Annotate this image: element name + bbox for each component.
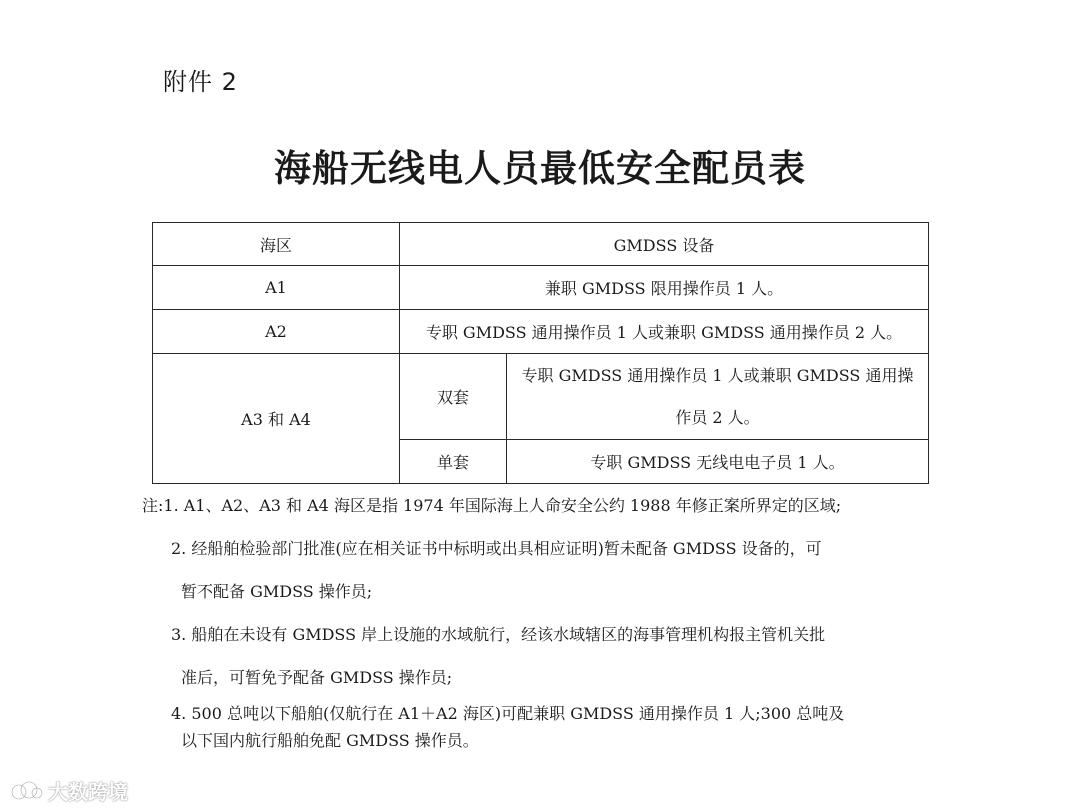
area-a2: A2: [153, 310, 400, 354]
single-set-label: 单套: [400, 440, 507, 484]
note-1: 注:1. A1、A2、A3 和 A4 海区是指 1974 年国际海上人命安全公约 1988 年修正案所界定的区域;: [142, 496, 842, 515]
page-title: 海船无线电人员最低安全配员表: [274, 147, 806, 190]
table-row: [153, 310, 929, 354]
cloud-logo-icon: [10, 780, 44, 802]
staffing-table: [152, 222, 929, 484]
table-header-row: [153, 223, 929, 266]
area-a1: A1: [153, 266, 400, 310]
single-set-value: 专职 GMDSS 无线电电子员 1 人。: [507, 440, 929, 484]
header-equipment: GMDSS 设备: [400, 223, 929, 266]
note-2-line-2: 暂不配备 GMDSS 操作员;: [181, 582, 373, 601]
value-a2: 专职 GMDSS 通用操作员 1 人或兼职 GMDSS 通用操作员 2 人。: [400, 310, 929, 354]
header-sea-area: 海区: [153, 223, 400, 266]
note-3-line-2: 准后，可暂免予配备 GMDSS 操作员;: [181, 668, 453, 687]
attachment-label: 附件 2: [163, 68, 238, 96]
watermark-text: 大数跨境: [48, 780, 128, 804]
area-a3-a4: A3 和 A4: [153, 354, 400, 484]
dual-set-value: 专职 GMDSS 通用操作员 1 人或兼职 GMDSS 通用操作员 2 人。: [507, 354, 929, 440]
note-3-line-1: 3. 船舶在未设有 GMDSS 岸上设施的水域航行，经该水域辖区的海事管理机构报主管机关批: [171, 625, 826, 644]
dual-set-label: 双套: [400, 354, 507, 440]
note-4-line-1: 4. 500 总吨以下船舶(仅航行在 A1＋A2 海区)可配兼职 GMDSS 通用操作员 1 人;300 总吨及: [171, 704, 845, 723]
note-2-line-1: 2. 经船舶检验部门批准(应在相关证书中标明或出具相应证明)暂未配备 GMDSS 设备的，可: [171, 539, 822, 558]
table-row: [153, 354, 929, 440]
note-4-line-2: 以下国内航行船舶免配 GMDSS 操作员。: [181, 731, 479, 750]
value-a1: 兼职 GMDSS 限用操作员 1 人。: [400, 266, 929, 310]
watermark: [10, 776, 128, 805]
table-row: [153, 266, 929, 310]
